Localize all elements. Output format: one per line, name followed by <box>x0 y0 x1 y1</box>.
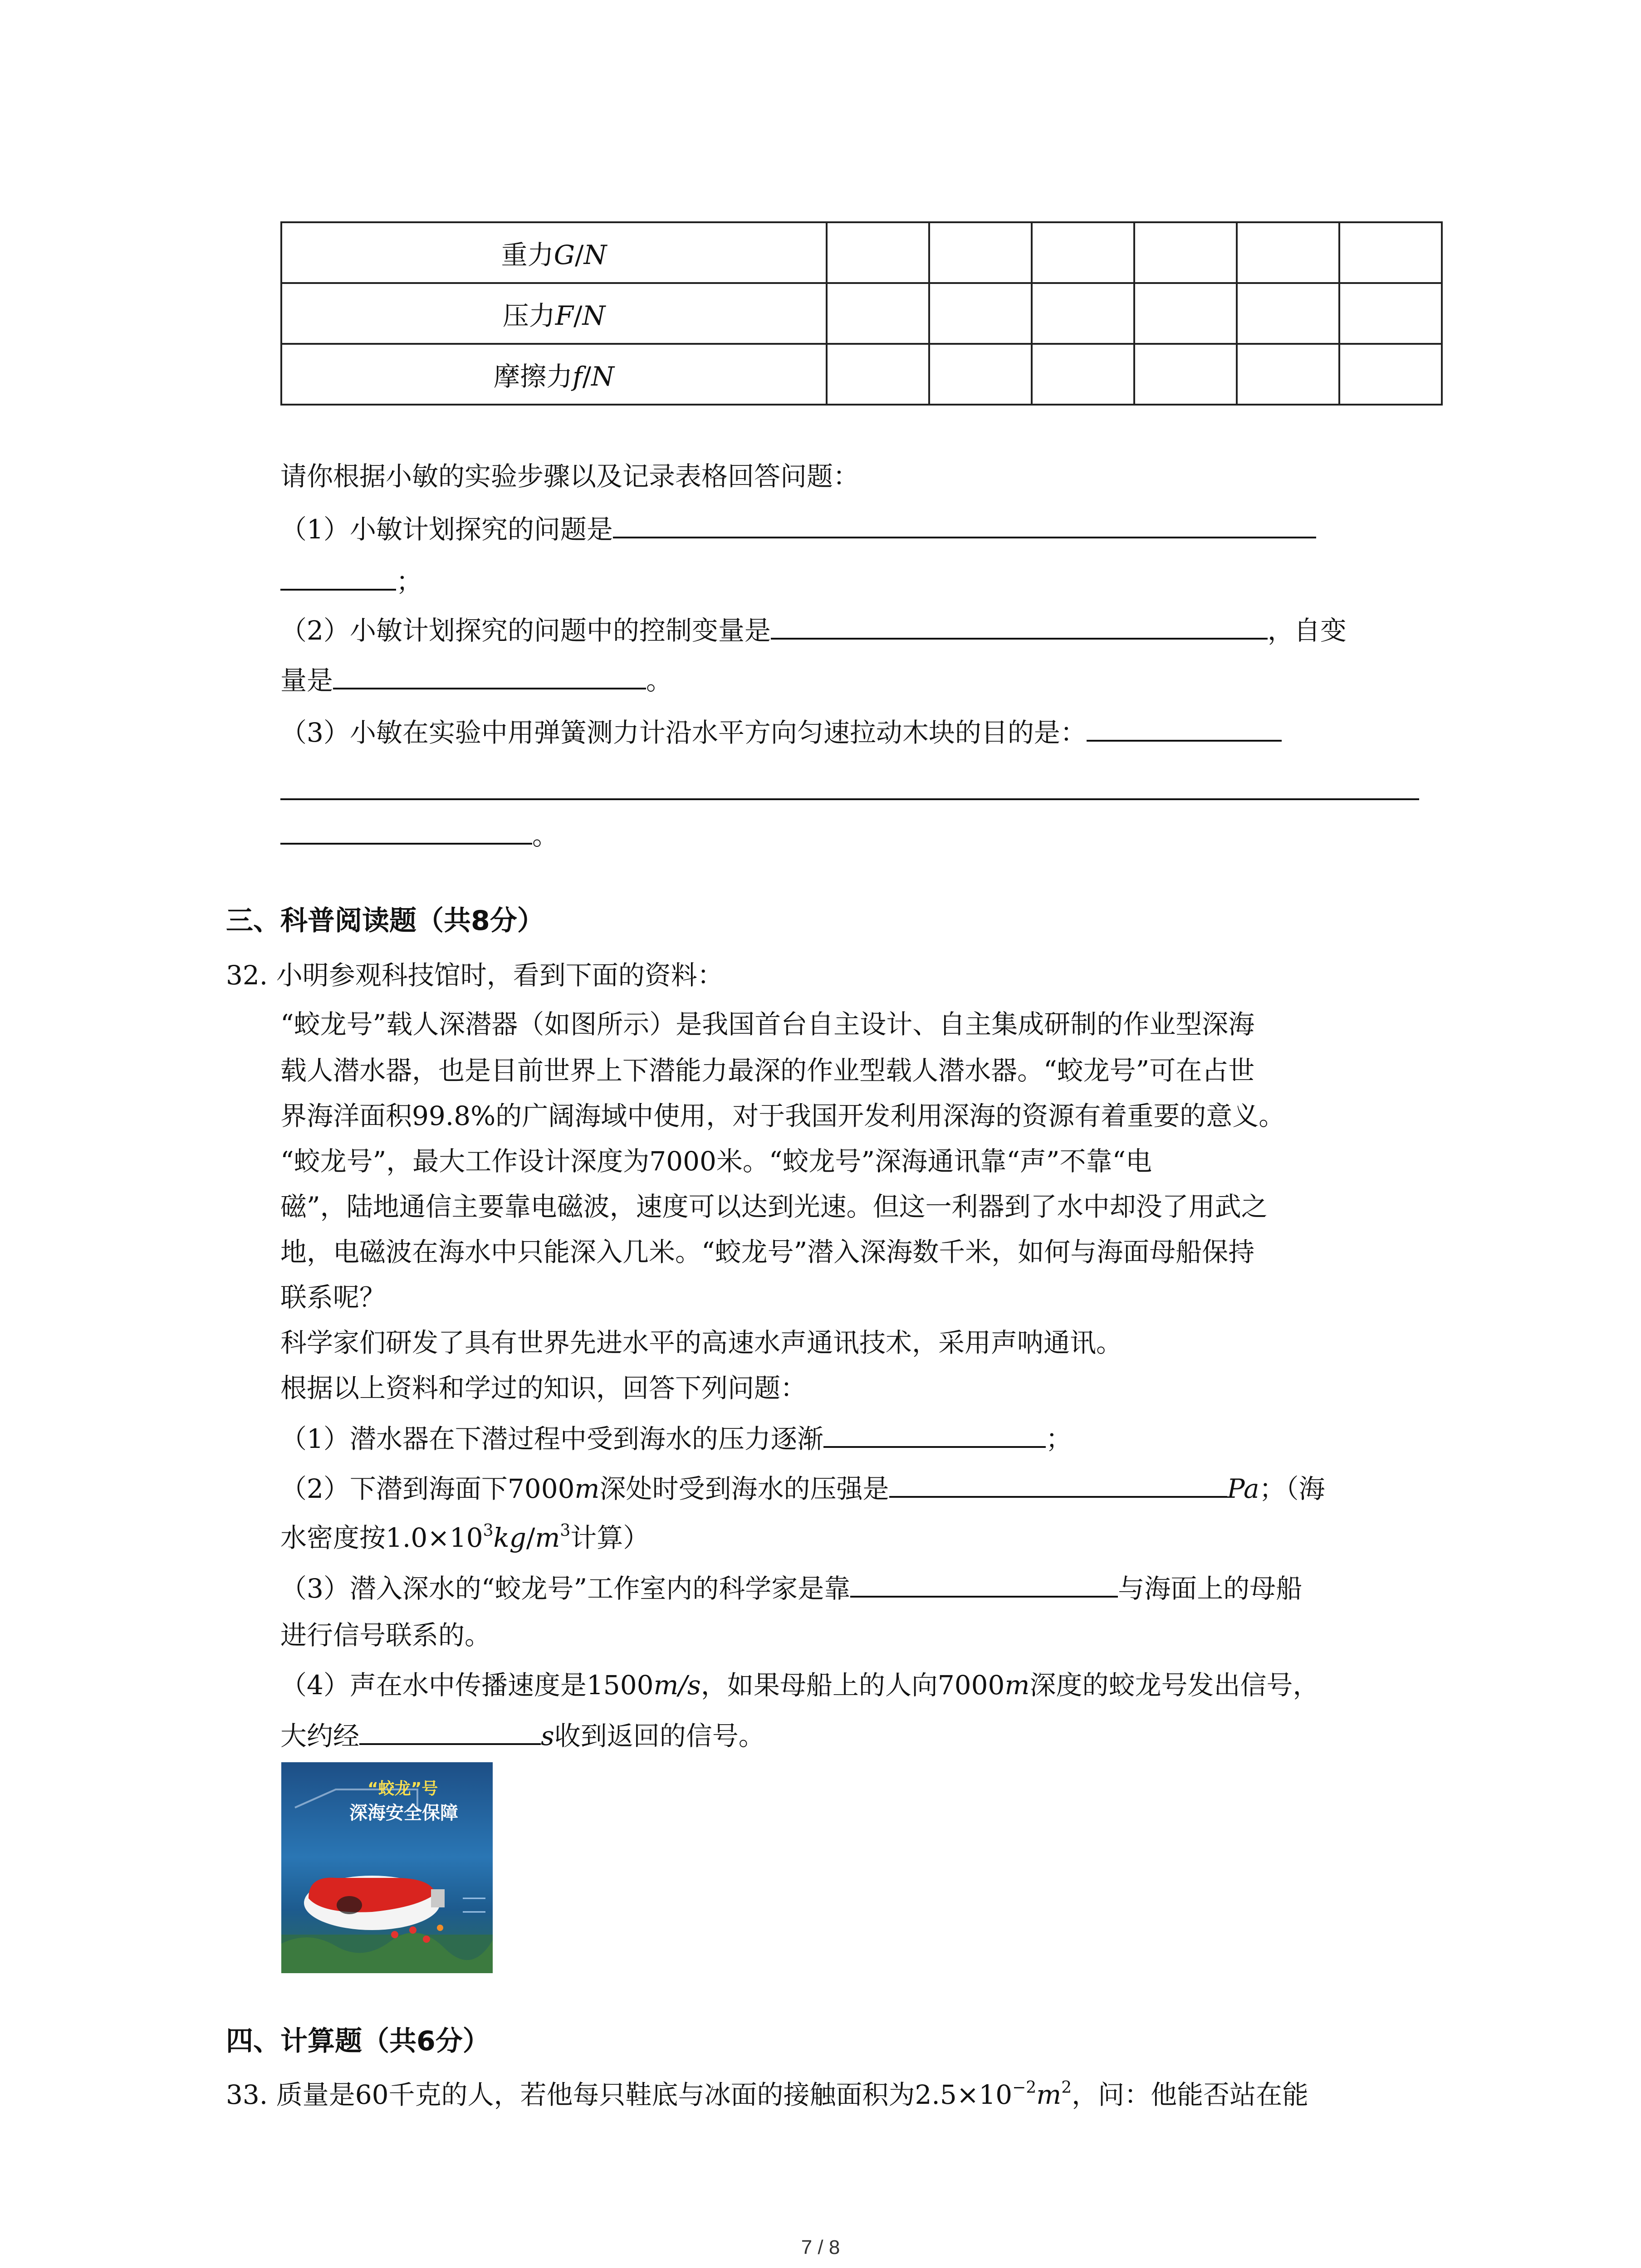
question-number: 33. <box>226 2079 268 2110</box>
passage-line: “蛟龙号”，最大工作设计深度为7000米。“蛟龙号”深海通讯靠“声”不靠“电 <box>280 1146 1152 1177</box>
answer-blank[interactable] <box>280 562 396 591</box>
question-number: 32. <box>226 960 268 991</box>
section-title: 三、科普阅读题（共8分） <box>226 905 544 937</box>
table-cell <box>1134 222 1237 283</box>
section-title: 四、计算题（共6分） <box>226 2025 490 2057</box>
passage-line: 地，电磁波在海水中只能深入几米。“蛟龙号”潜入深海数千米，如何与海面母船保持 <box>280 1237 1255 1267</box>
answer-blank[interactable] <box>613 510 1316 538</box>
q31-part1: （1）小敏计划探究的问题是 <box>280 510 1316 547</box>
table-cell <box>827 222 929 283</box>
table-cell <box>929 283 1032 344</box>
answer-line[interactable] <box>280 798 1419 800</box>
table-cell <box>1032 283 1134 344</box>
passage-line: 联系呢？ <box>280 1282 386 1313</box>
passage-line: “蛟龙号”载人深潜器（如图所示）是我国首台自主设计、自主集成研制的作业型深海 <box>280 1009 1255 1040</box>
row-label: 重力G/N <box>281 222 827 283</box>
table-cell <box>1339 344 1442 405</box>
passage-line: 载人潜水器，也是目前世界上下潜能力最深的作业型载人潜水器。“蛟龙号”可在占世 <box>280 1055 1255 1086</box>
q32-sub3: （3）潜入深水的“蛟龙号”工作室内的科学家是靠 与海面上的母船 <box>280 1569 1302 1607</box>
passage-line: 界海洋面积99.8%的广阔海域中使用，对于我国开发利用深海的资源有着重要的意义。 <box>280 1100 1285 1131</box>
q31-part2: （2）小敏计划探究的问题中的控制变量是 ，自变 <box>280 611 1347 649</box>
table-row <box>281 283 1442 344</box>
answer-blank[interactable] <box>359 1717 541 1745</box>
q32-sub4: （4）声在水中传播速度是1500m/s，如果母船上的人向7000m深度的蛟龙号发出信号， <box>280 1670 1319 1701</box>
q32-sub2-cont: 水密度按$1.0\times 10^3kg/m^3$计算） <box>280 1521 650 1553</box>
submersible-image <box>281 1762 493 1973</box>
answer-blank[interactable] <box>889 1470 1227 1498</box>
table-row <box>281 344 1442 405</box>
answer-blank[interactable] <box>823 1420 1046 1448</box>
image-subtitle: 深海安全保障 <box>349 1803 458 1823</box>
table-cell <box>827 344 929 405</box>
q31-part2-cont: 量是 。 <box>280 661 672 699</box>
record-table <box>280 221 1443 406</box>
question-33: 33. 质量是60千克的人，若他每只鞋底与冰面的接触面积为$2.5\times 10^{-2}m^2$，问：他能否站在能 <box>226 2078 1309 2110</box>
table-cell <box>1032 222 1134 283</box>
table-cell <box>1134 283 1237 344</box>
answer-blank[interactable] <box>1087 714 1282 742</box>
table-cell <box>1134 344 1237 405</box>
q32-sub3-cont: 进行信号联系的。 <box>280 1620 491 1651</box>
image-title: “蛟龙”号 <box>367 1779 438 1798</box>
row-label: 压力F/N <box>281 283 827 344</box>
table-cell <box>827 283 929 344</box>
q32-sub4-cont: 大约经 s收到返回的信号。 <box>280 1717 765 1754</box>
table-row <box>281 222 1442 283</box>
table-cell <box>929 222 1032 283</box>
table-cell <box>1237 222 1339 283</box>
passage-line: 磁”，陆地通信主要靠电磁波，速度可以达到光速。但这一利器到了水中却没了用武之 <box>280 1191 1268 1222</box>
answer-blank[interactable] <box>850 1569 1118 1598</box>
q32-sub1: （1）潜水器在下潜过程中受到海水的压力逐渐 ； <box>280 1420 1072 1457</box>
answer-blank[interactable] <box>333 661 646 689</box>
table-cell <box>1032 344 1134 405</box>
q32-sub2: （2）下潜到海面下7000m深处时受到海水的压强是 Pa；（海 <box>280 1470 1325 1507</box>
table-cell <box>929 344 1032 405</box>
table-cell <box>1339 222 1442 283</box>
q31-part1-cont: ； <box>280 562 422 600</box>
passage-line: 科学家们研发了具有世界先进水平的高速水声通讯技术，采用声呐通讯。 <box>280 1327 1123 1358</box>
q31-part3: （3）小敏在实验中用弹簧测力计沿水平方向匀速拉动木块的目的是： <box>280 714 1282 751</box>
row-label: 摩擦力f/N <box>281 344 827 405</box>
passage-line: 根据以上资料和学过的知识，回答下列问题： <box>280 1373 807 1403</box>
answer-blank[interactable] <box>280 816 532 845</box>
table-cell <box>1339 283 1442 344</box>
answer-blank[interactable] <box>771 611 1268 640</box>
page-number: 7 / 8 <box>801 2236 840 2258</box>
question-32-lead: 32. 小明参观科技馆时，看到下面的资料： <box>226 960 724 991</box>
table-cell <box>1237 344 1339 405</box>
table-cell <box>1237 283 1339 344</box>
q31-part3-cont: 。 <box>280 816 558 854</box>
q31-intro: 请你根据小敏的实验步骤以及记录表格回答问题： <box>280 461 860 492</box>
